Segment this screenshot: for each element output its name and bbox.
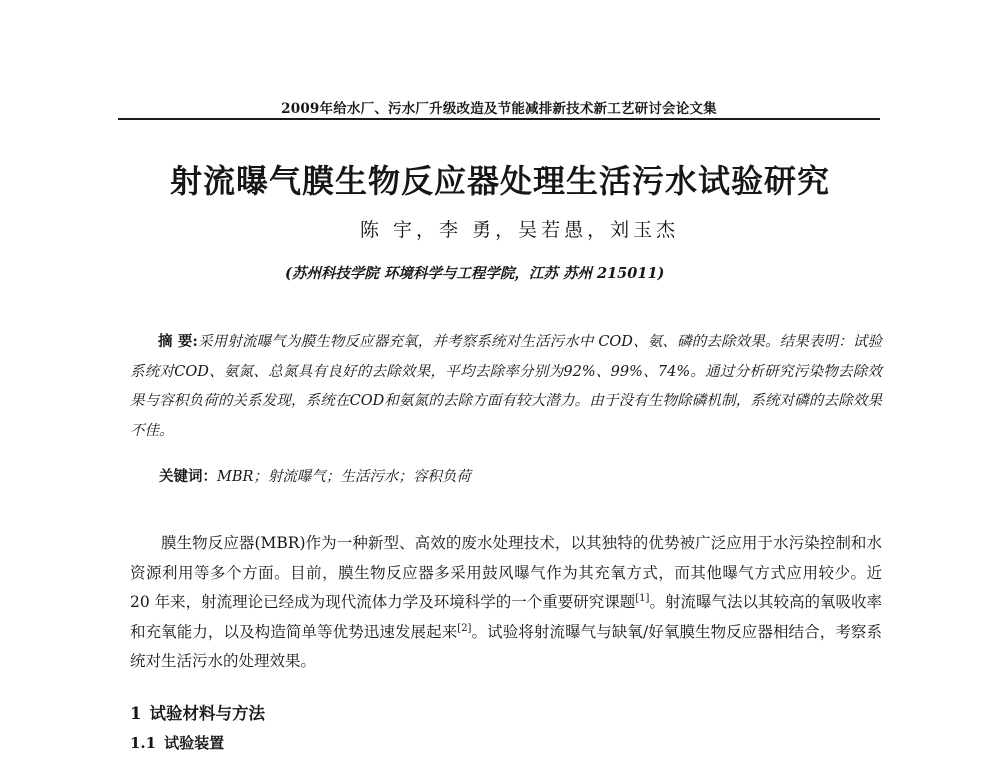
author-list: 陈 宇，李 勇，吴若愚，刘玉杰 bbox=[360, 219, 680, 241]
subsection-number: 1.1 bbox=[130, 734, 157, 752]
header-rule bbox=[118, 118, 880, 120]
citation-1: [1] bbox=[635, 592, 650, 604]
keywords bbox=[159, 465, 471, 486]
body-text-part-1: 膜生物反应器(MBR)作为一种新型、高效的废水处理技术，以其独特的优势被广泛应用于水污染控制和水资源利用等多个方面。目前，膜生物反应器多采用鼓风曝气作为其充氧方式，而其他曝气方式应用较少。近 20 年来，射流理论已经成为现代流体力学及环境科学的一个重要研究课题 bbox=[130, 534, 882, 611]
subsection-title: 试验装置 bbox=[164, 734, 225, 752]
affiliation: (苏州科技学院 环境科学与工程学院，江苏 苏州 215011) bbox=[285, 265, 665, 282]
body-text-part-3: 。试验将射流曝气与缺氧/好氧膜生物反应器相结合，考察系统对生活污水的处理效果。 bbox=[130, 622, 882, 670]
abstract bbox=[130, 327, 882, 446]
keywords-label: 关键词： bbox=[159, 468, 217, 485]
abstract-label: 摘 要: bbox=[158, 333, 198, 350]
keywords-text: MBR；射流曝气；生活污水；容积负荷 bbox=[217, 469, 471, 485]
paper-title: 射流曝气膜生物反应器处理生活污水试验研究 bbox=[169, 162, 830, 200]
citation-2: [2] bbox=[457, 622, 472, 634]
body-paragraph bbox=[130, 529, 882, 677]
running-header: 2009年给水厂、污水厂升级改造及节能减排新技术新工艺研讨会论文集 bbox=[281, 101, 717, 117]
abstract-text: 采用射流曝气为膜生物反应器充氧，并考察系统对生活污水中 COD、氨、磷的去除效果。结果表明：试验系统对COD、氨氮、总氮具有良好的去除效果，平均去除率分别为92%、99%、74%。通过分析研究污染物去除效果与容积负荷的关系发现，系统在COD和氨氮的去除方面有较大潜力。由于没有生物除磷机制，系统对磷的去除效果不佳。 bbox=[130, 334, 882, 439]
section-title: 试验材料与方法 bbox=[149, 704, 265, 723]
body-text-part-2: 。射流曝气法以其较高的氧吸收率和充氧能力，以及构造简单等优势迅速发展起来 bbox=[130, 593, 882, 641]
section-heading bbox=[130, 700, 265, 724]
subsection-heading bbox=[130, 732, 224, 753]
section-number: 1 bbox=[130, 704, 142, 723]
